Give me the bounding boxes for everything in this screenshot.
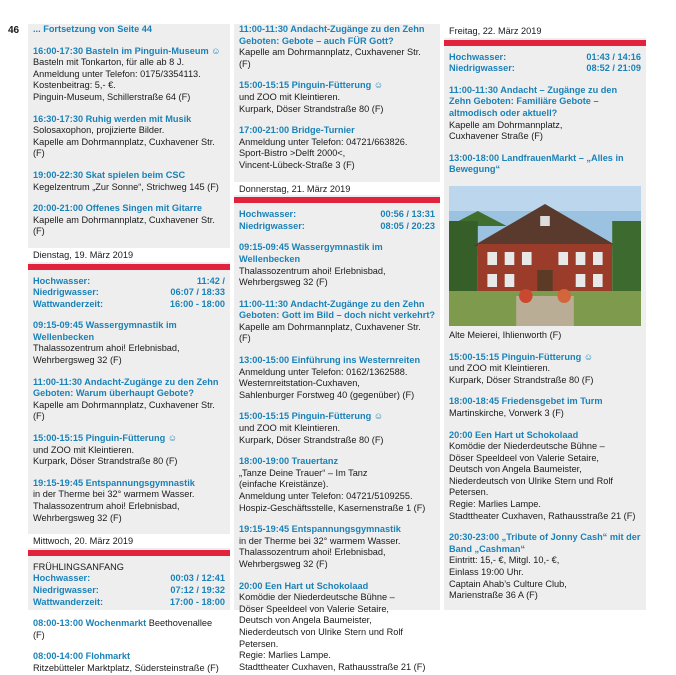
event-entry bbox=[449, 532, 641, 602]
event-title: 13:00-18:00 LandfrauenMarkt – „Alles in Bewegung“ bbox=[449, 152, 624, 175]
event-entry bbox=[239, 242, 435, 288]
building-photo bbox=[449, 186, 641, 326]
event-detail: Pinguin-Museum, Schillerstraße 64 (F) bbox=[33, 91, 191, 102]
tide-value: 07:12 / 19:32 bbox=[170, 584, 225, 595]
event-title: 11:00-11:30 Andacht-Zugänge zu den Zehn Geboten: Gott im Bild – doch nicht verkehrt? bbox=[239, 298, 436, 321]
day-header-thursday: Donnerstag, 21. März 2019 bbox=[234, 182, 440, 196]
day-bar bbox=[234, 197, 440, 203]
event-detail: in der Therme bei 32° warmem Wasser. bbox=[33, 489, 195, 500]
event-detail: Döser Speeldeel von Valerie Setaire, bbox=[449, 452, 599, 463]
tide-value: 00:03 / 12:41 bbox=[170, 573, 225, 584]
event-entry bbox=[239, 581, 435, 674]
event-entry bbox=[449, 153, 641, 176]
event-entry bbox=[33, 377, 225, 423]
event-detail: Thalassozentrum ahoi! Erlebnisbad, bbox=[239, 265, 386, 276]
event-detail: und ZOO mit Kleintieren. bbox=[239, 91, 341, 102]
event-title: 11:00-11:30 Andacht-Zugänge zu den Zehn Geboten: Warum überhaupt Gebote? bbox=[33, 376, 219, 399]
event-entry bbox=[239, 355, 435, 401]
tide-label: Niedrigwasser: bbox=[449, 63, 515, 74]
tide-label: Hochwasser: bbox=[239, 209, 297, 220]
event-title: 15:00-15:15 Pinguin-Fütterung ☺ bbox=[33, 433, 178, 444]
tree-right bbox=[612, 221, 641, 296]
tide-label: Niedrigwasser: bbox=[239, 220, 305, 231]
event-title: 09:15-09:45 Wassergymnastik im Wellenbecken bbox=[239, 242, 383, 264]
event-detail: Basteln mit Tonkarton, für alle ab 8 J. bbox=[33, 57, 184, 68]
event-detail: Kapelle am Dohrmannplatz, Cuxhavener Str. (F) bbox=[33, 136, 215, 159]
entries-friday-a bbox=[449, 85, 641, 176]
event-detail: Deutsch von Angela Baumeister, bbox=[239, 615, 372, 626]
event-detail: Niederdeutsch von Ulrike Stern und Rolf Petersen. bbox=[239, 626, 403, 649]
photo-caption: Alte Meierei, Ihlienworth (F) bbox=[449, 329, 562, 340]
day-header-friday: Freitag, 22. März 2019 bbox=[444, 24, 646, 38]
event-detail: Kurpark, Döser Strandstraße 80 (F) bbox=[449, 374, 594, 385]
event-title: 20:00-21:00 Offenes Singen mit Gitarre bbox=[33, 203, 203, 214]
event-detail: Kapelle am Dohrmannplatz, Cuxhavener Str. (F) bbox=[33, 214, 215, 237]
event-detail: Döser Speeldeel von Valerie Setaire, bbox=[239, 603, 389, 614]
day-subheader: FRÜHLINGSANFANG bbox=[33, 561, 124, 572]
event-detail: Sahlenburger Forstweg 40 (gegenüber) (F) bbox=[239, 389, 415, 400]
tide-table bbox=[33, 276, 225, 311]
tide-value: 08:05 / 20:23 bbox=[380, 220, 435, 231]
event-title: 15:00-15:15 Pinguin-Fütterung ☺ bbox=[449, 351, 594, 362]
tide-row bbox=[33, 585, 225, 597]
event-entry bbox=[33, 203, 225, 238]
event-entry bbox=[33, 433, 225, 468]
event-entry bbox=[33, 114, 225, 160]
event-detail: Wehrbergsweg 32 (F) bbox=[33, 512, 122, 523]
event-entry bbox=[33, 46, 225, 104]
event-detail: Kurpark, Döser Strandstraße 80 (F) bbox=[239, 103, 384, 114]
entries-wednesday bbox=[33, 618, 225, 674]
event-detail: Thalassozentrum ahoi! Erlebnisbad, bbox=[239, 547, 386, 558]
event-detail: Martinskirche, Vorwerk 3 (F) bbox=[449, 407, 564, 418]
event-detail: Marienstraße 36 A (F) bbox=[449, 590, 538, 601]
event-detail: Stadttheater Cuxhaven, Rathausstraße 21 (F) bbox=[239, 661, 426, 672]
event-detail: Wehrbergsweg 32 (F) bbox=[239, 558, 328, 569]
event-location: Beethovenallee (F) bbox=[33, 618, 213, 640]
tide-table bbox=[449, 52, 641, 75]
event-detail: Vincent-Lübeck-Straße 3 (F) bbox=[239, 159, 355, 170]
event-detail: Wehrbergsweg 32 (F) bbox=[239, 277, 328, 288]
event-detail: in der Therme bei 32° warmem Wasser. bbox=[239, 535, 401, 546]
event-detail: Hospiz-Geschäftsstelle, Kasernenstraße 1 (F) bbox=[239, 502, 426, 513]
entries-friday-b bbox=[449, 352, 641, 602]
tree-left-body bbox=[449, 221, 478, 291]
event-entry bbox=[33, 320, 225, 366]
event-entry bbox=[449, 396, 641, 419]
event-title: 17:00-21:00 Bridge-Turnier bbox=[239, 125, 355, 136]
event-detail: Kurpark, Döser Strandstraße 80 (F) bbox=[239, 434, 384, 445]
tide-value: 17:00 - 18:00 bbox=[169, 596, 225, 607]
gable-window bbox=[540, 216, 550, 226]
entries-top bbox=[239, 24, 435, 172]
entries-tuesday bbox=[33, 320, 225, 524]
event-detail: Regie: Marlies Lampe. bbox=[239, 650, 331, 661]
tide-label: Wattwanderzeit: bbox=[33, 298, 104, 309]
event-title: 15:00-15:15 Pinguin-Fütterung ☺ bbox=[239, 411, 384, 422]
day-bar bbox=[28, 550, 230, 556]
event-detail: Eintritt: 15,- €, Mitgl. 10,- €, bbox=[449, 555, 560, 566]
event-detail: Anmeldung unter Telefon: 0175/3354113. bbox=[33, 68, 201, 79]
event-detail: Kapelle am Dohrmannplatz, bbox=[449, 119, 563, 130]
event-title: 19:15-19:45 Entspannungsgymnastik bbox=[239, 524, 401, 535]
event-title: 16:30-17:30 Ruhig werden mit Musik bbox=[33, 113, 192, 124]
tide-value: 06:07 / 18:33 bbox=[170, 287, 225, 298]
event-detail: „Tanze Deine Trauer“ – Im Tanz bbox=[239, 467, 368, 478]
day-bar bbox=[28, 264, 230, 270]
tide-row bbox=[33, 287, 225, 299]
column-1 bbox=[28, 24, 230, 673]
event-title: 20:00 Een Hart ut Schokolaad bbox=[449, 429, 579, 440]
tide-row bbox=[239, 221, 435, 233]
flowers bbox=[557, 289, 570, 303]
event-entry bbox=[239, 24, 435, 70]
event-detail: Thalassozentrum ahoi! Erlebnisbad, bbox=[33, 343, 180, 354]
event-entry bbox=[239, 80, 435, 115]
tide-label: Hochwasser: bbox=[33, 275, 91, 286]
tide-value: 11:42 / bbox=[196, 275, 225, 286]
event-detail: Anmeldung unter Telefon: 0162/1362588. bbox=[239, 366, 408, 377]
event-detail: und ZOO mit Kleintieren. bbox=[239, 423, 341, 434]
tide-label: Hochwasser: bbox=[449, 51, 507, 62]
event-entry bbox=[239, 456, 435, 514]
event-entry bbox=[33, 651, 225, 674]
tide-value: 00:56 / 13:31 bbox=[380, 209, 435, 220]
event-detail: Komödie der Niederdeutsche Bühne – bbox=[239, 592, 395, 603]
event-detail: Anmeldung unter Telefon: 04721/5109255. bbox=[239, 491, 413, 501]
page-number: 46 bbox=[8, 25, 20, 36]
event-title: 08:00-14:00 Flohmarkt bbox=[33, 651, 131, 662]
event-title: 19:15-19:45 Entspannungsgymnastik bbox=[33, 477, 195, 488]
event-detail: Wehrbergsweg 32 (F) bbox=[33, 355, 122, 366]
tide-label: Wattwanderzeit: bbox=[33, 596, 104, 607]
event-detail: Komödie der Niederdeutsche Bühne – bbox=[449, 441, 605, 452]
event-entry bbox=[239, 524, 435, 570]
column-3 bbox=[444, 24, 646, 610]
event-detail: Ritzebütteler Marktplatz, Südersteinstraße (F) bbox=[33, 662, 219, 673]
event-entry bbox=[449, 430, 641, 523]
event-detail: und ZOO mit Kleintieren. bbox=[449, 363, 551, 374]
tide-value: 16:00 - 18:00 bbox=[169, 298, 225, 309]
event-detail: Solosaxophon, projizierte Bilder. bbox=[33, 125, 165, 136]
tide-label: Niedrigwasser: bbox=[33, 287, 99, 298]
event-title: 18:00-19:00 Trauertanz bbox=[239, 456, 339, 467]
event-detail: (einfache Kreistänze). bbox=[239, 479, 329, 490]
event-detail: Stadttheater Cuxhaven, Rathausstraße 21 (F) bbox=[449, 510, 636, 521]
flowers bbox=[519, 289, 532, 303]
event-detail: Regie: Marlies Lampe. bbox=[449, 499, 541, 510]
entries-thursday bbox=[239, 242, 435, 673]
tide-row bbox=[33, 276, 225, 288]
event-title: 19:00-22:30 Skat spielen beim CSC bbox=[33, 169, 186, 180]
tide-row bbox=[33, 299, 225, 311]
event-detail: Kurpark, Döser Strandstraße 80 (F) bbox=[33, 456, 178, 467]
event-title: 20:00 Een Hart ut Schokolaad bbox=[239, 580, 369, 591]
event-entry bbox=[33, 478, 225, 524]
tide-row bbox=[449, 52, 641, 64]
event-detail: Kapelle am Dohrmannplatz, Cuxhavener Str. (F) bbox=[239, 47, 421, 69]
event-detail: Kegelzentrum „Zur Sonne“, Strichweg 145 (F) bbox=[33, 181, 219, 192]
tide-row bbox=[239, 209, 435, 221]
event-entry bbox=[239, 299, 435, 345]
day-bar bbox=[444, 40, 646, 46]
event-title: 13:00-15:00 Einführung ins Westernreiten bbox=[239, 355, 421, 366]
event-title: 15:00-15:15 Pinguin-Fütterung ☺ bbox=[239, 80, 384, 91]
day-header-wednesday: Mittwoch, 20. März 2019 bbox=[28, 534, 230, 548]
event-entry bbox=[33, 170, 225, 193]
event-detail: Kostenbeitrag: 5,- €. bbox=[33, 80, 116, 91]
tide-row bbox=[33, 573, 225, 585]
event-detail: Anmeldung unter Telefon: 04721/663826. bbox=[239, 136, 408, 147]
event-title: 08:00-13:00 Wochenmarkt bbox=[33, 618, 147, 629]
event-title: 18:00-18:45 Friedensgebet im Turm bbox=[449, 396, 603, 407]
event-detail: Einlass 19:00 Uhr. bbox=[449, 567, 524, 578]
event-detail: Captain Ahab’s Culture Club, bbox=[449, 578, 567, 589]
tide-row bbox=[33, 597, 225, 609]
event-title: ... Fortsetzung von Seite 44 bbox=[33, 24, 152, 34]
event-entry bbox=[33, 618, 225, 641]
event-detail: Westernreitstation-Cuxhaven, bbox=[239, 378, 360, 389]
tide-row bbox=[449, 63, 641, 75]
event-title: 20:30-23:00 „Tribute of Jonny Cash“ mit der Band „Cashman“ bbox=[449, 532, 641, 554]
event-detail: Cuxhavener Straße (F) bbox=[449, 131, 543, 142]
event-entry bbox=[449, 85, 641, 143]
event-detail: Sport-Bistro >Delft 2000<, bbox=[239, 148, 346, 159]
tide-label: Hochwasser: bbox=[33, 573, 91, 584]
event-detail: und ZOO mit Kleintieren. bbox=[33, 444, 135, 455]
event-detail: Kapelle am Dohrmannplatz, Cuxhavener Str. (F) bbox=[33, 399, 215, 422]
event-title: 16:00-17:30 Basteln im Pinguin-Museum ☺ bbox=[33, 45, 221, 56]
event-entry bbox=[33, 24, 225, 36]
event-detail: Deutsch von Angela Baumeister, bbox=[449, 464, 582, 475]
event-entry bbox=[239, 411, 435, 446]
event-detail: Kapelle am Dohrmannplatz, Cuxhavener Str. (F) bbox=[239, 321, 421, 344]
event-title: 11:00-11:30 Andacht – Zugänge zu den Zehn Geboten: Familiäre Gebote – altmodisch oder aktuell? bbox=[449, 84, 618, 118]
event-entry bbox=[239, 125, 435, 171]
column-2 bbox=[234, 24, 440, 672]
tide-value: 01:43 / 14:16 bbox=[586, 51, 641, 62]
event-title: 09:15-09:45 Wassergymnastik im Wellenbecken bbox=[33, 320, 177, 342]
event-title: 11:00-11:30 Andacht-Zugänge zu den Zehn Geboten: Gebote – auch FÜR Gott? bbox=[239, 24, 425, 46]
tide-value: 08:52 / 21:09 bbox=[586, 63, 641, 74]
event-detail: Thalassozentrum ahoi! Erlebnisbad, bbox=[33, 501, 180, 511]
entries-top bbox=[33, 24, 225, 238]
event-detail: Niederdeutsch von Ulrike Stern und Rolf Petersen. bbox=[449, 475, 613, 498]
event-entry bbox=[449, 352, 641, 387]
tide-table bbox=[239, 209, 435, 232]
day-header-tuesday: Dienstag, 19. März 2019 bbox=[28, 248, 230, 262]
tide-table bbox=[33, 573, 225, 608]
tide-label: Niedrigwasser: bbox=[33, 584, 99, 595]
